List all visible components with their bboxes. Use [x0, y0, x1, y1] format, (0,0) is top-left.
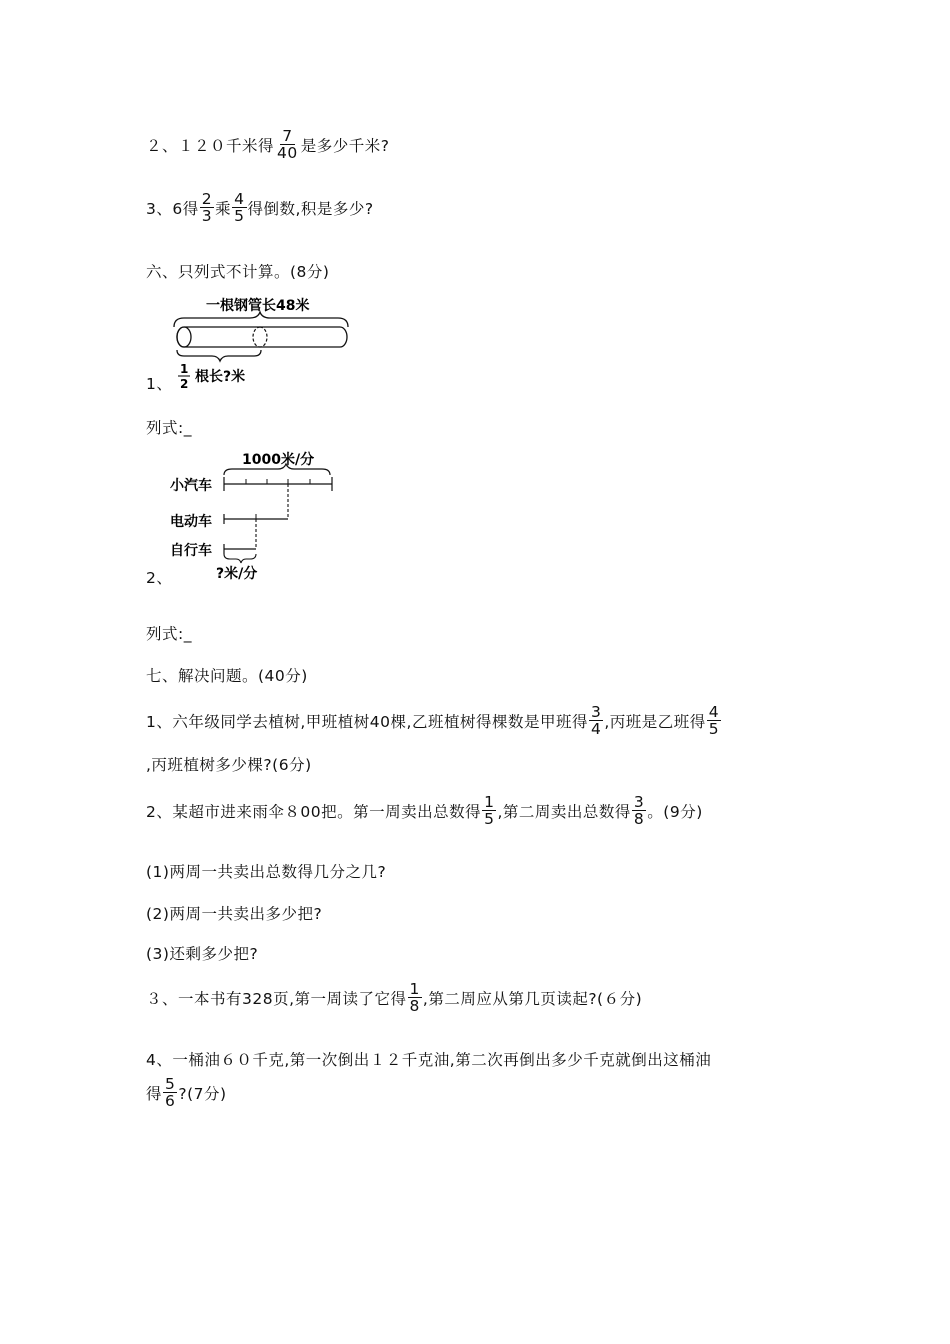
fraction-numerator: 1: [484, 793, 495, 811]
fraction-numerator: 5: [165, 1075, 176, 1093]
fraction-denominator: 3: [201, 207, 213, 226]
q5-3-text-after: 得倒数,积是多少?: [247, 199, 374, 218]
q6-1-formula: [146, 416, 192, 438]
question-7-2: [146, 794, 703, 828]
q6-1-index: [146, 372, 172, 394]
vehicle-speed-diagram: [160, 446, 360, 586]
fraction-denominator: 40: [277, 144, 298, 163]
q7-2-text-mid: ,第二周卖出总数得: [497, 802, 631, 821]
question-number: 2、: [146, 569, 173, 587]
q7-1-text-before: 1、六年级同学去植树,甲班植树40棵,乙班植树得棵数是甲班得: [146, 712, 588, 731]
q5-3-text-before: 3、6得: [146, 199, 199, 218]
question-7-4-line1: [146, 1048, 711, 1070]
q6-2-index: [146, 566, 172, 588]
fraction-numerator: 7: [282, 127, 293, 145]
sub-question-text: (1)两周一共卖出总数得几分之几?: [146, 863, 387, 881]
fraction-numerator: 3: [633, 793, 645, 811]
pipe-body: [177, 327, 347, 347]
fraction: [589, 704, 603, 738]
fraction-denominator: 8: [633, 810, 645, 829]
fraction: [632, 794, 646, 828]
sub-question-text: (2)两周一共卖出多少把?: [146, 905, 323, 923]
question-7-4-line2: [146, 1076, 227, 1110]
bottom-brace: [224, 554, 256, 563]
q7-4-text-line1: 4、一桶油６０千克,第一次倒出１２千克油,第二次再倒出多少千克就倒出这桶油: [146, 1051, 712, 1069]
question-number: 1、: [146, 375, 173, 393]
pipe-half-mark: [260, 327, 267, 347]
fraction-denominator: 8: [409, 997, 420, 1016]
fraction: [707, 704, 721, 738]
pipe-half-mark: [253, 327, 260, 347]
fraction-numerator: 1: [180, 362, 189, 376]
steel-pipe-diagram: [140, 290, 380, 400]
q7-4-text-after: ?(7分): [178, 1084, 227, 1103]
half-length-label: 根长?米: [195, 369, 246, 385]
fraction: [232, 191, 246, 225]
fraction-numerator: 2: [201, 190, 213, 208]
pipe-length-label: 一根钢管长48米: [206, 298, 310, 314]
section-title-text: 六、只列式不计算。(8分): [146, 263, 330, 281]
fraction-denominator: 5: [234, 207, 245, 226]
fraction: [408, 981, 422, 1015]
fraction-denominator: 5: [708, 720, 720, 739]
q7-3-text-before: ３、一本书有328页,第一周读了它得: [146, 989, 407, 1008]
car-speed-label: 1000米/分: [242, 452, 315, 468]
fraction-numerator: 3: [590, 703, 602, 721]
formula-blank: 列式:_: [146, 419, 192, 437]
fraction: [482, 794, 496, 828]
question-7-1: [146, 704, 722, 738]
fraction-denominator: 6: [165, 1092, 176, 1111]
q6-2-formula: [146, 622, 192, 644]
question-7-2-sub1: [146, 860, 386, 882]
q7-2-text-before: 2、某超市进来雨伞８00把。第一周卖出总数得: [146, 802, 482, 821]
question-5-3: [146, 191, 374, 225]
section-7-title: [146, 664, 308, 686]
q5-3-text-mid: 乘: [215, 199, 232, 218]
bike-label: 自行车: [170, 543, 212, 559]
formula-blank: 列式:_: [146, 625, 192, 643]
q7-2-text-after: 。(9分): [647, 802, 703, 821]
car-label: 小汽车: [170, 478, 212, 494]
sub-question-text: (3)还剩多少把?: [146, 945, 259, 963]
q7-4-text-before: 得: [146, 1084, 163, 1103]
fraction-denominator: 2: [180, 377, 189, 391]
q7-1-text-mid: ,丙班是乙班得: [604, 712, 706, 731]
q5-2-text-after: 是多少千米?: [300, 136, 390, 155]
question-7-2-sub2: [146, 902, 322, 924]
section-title-text: 七、解决问题。(40分): [146, 667, 308, 685]
bike-speed-label: ?米/分: [216, 566, 258, 582]
fraction: [275, 128, 300, 162]
fraction-numerator: 4: [234, 190, 245, 208]
bottom-brace: [177, 350, 261, 361]
pipe-end: [177, 327, 191, 347]
q5-2-text-before: ２、１２０千米得: [146, 136, 275, 155]
q7-3-text-after: ,第二周应从第几页读起?(６分): [422, 989, 643, 1008]
fraction-numerator: 1: [409, 980, 420, 998]
fraction-numerator: 4: [708, 703, 720, 721]
question-7-3: [146, 981, 642, 1015]
ebike-label: 电动车: [170, 514, 212, 530]
question-7-1-line2: [146, 753, 312, 775]
question-7-2-sub3: [146, 942, 258, 964]
q7-1-text-line2: ,丙班植树多少棵?(6分): [146, 756, 312, 774]
top-brace: [174, 312, 348, 327]
question-5-2: [146, 128, 389, 162]
fraction-denominator: 5: [484, 810, 495, 829]
fraction: [200, 191, 214, 225]
fraction: [163, 1076, 177, 1110]
section-6-title: [146, 260, 329, 282]
fraction-denominator: 4: [590, 720, 602, 739]
